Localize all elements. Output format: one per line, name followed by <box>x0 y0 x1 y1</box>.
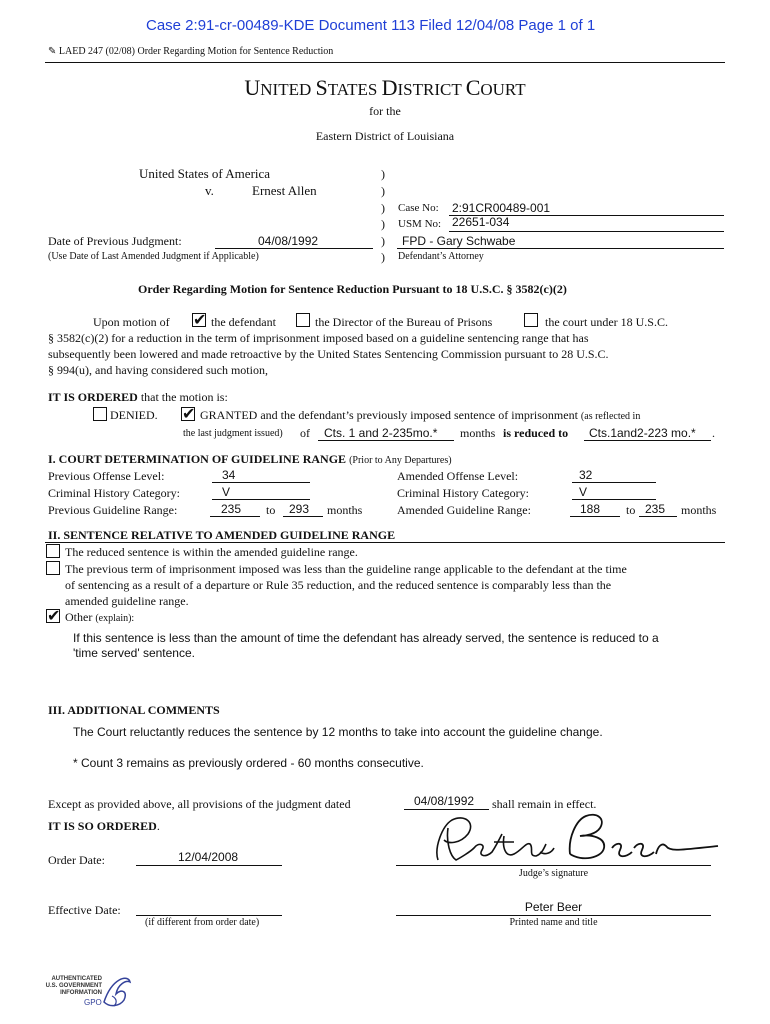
new-sentence-line <box>584 440 711 441</box>
amended-range-months: months <box>681 503 717 517</box>
opt-other: Other (explain): <box>65 610 135 624</box>
remain-text: shall remain in effect. <box>492 797 597 811</box>
checkbox-court[interactable] <box>524 313 538 327</box>
last-judgment-note: the last judgment issued) <box>183 428 283 439</box>
prev-chc-label: Criminal History Category: <box>48 486 180 500</box>
amended-chc-line <box>572 499 656 500</box>
attorney-name: FPD - Gary Schwabe <box>402 234 516 248</box>
printed-name-line <box>396 915 711 916</box>
opt-within-range: The reduced sentence is within the amended guideline range. <box>65 545 358 559</box>
prev-range-low-line <box>210 516 260 517</box>
order-date-value: 12/04/2008 <box>178 850 239 864</box>
amended-range-to: to <box>626 503 636 517</box>
gpo-line-3: INFORMATION <box>60 990 102 996</box>
paren-2: ) <box>381 184 385 198</box>
section1-heading: I. COURT DETERMINATION OF GUIDELINE RANGE (Prior to Any Departures) <box>48 452 452 466</box>
section2-rule <box>45 542 725 543</box>
motion-line-3: subsequently been lowered and made retroactive by the United States Sentencing Commission pursuant to 28 U.S.C. <box>48 347 609 361</box>
checkbox-less-than[interactable] <box>46 561 60 575</box>
opt-court: the court under 18 U.S.C. <box>545 315 668 329</box>
paren-3: ) <box>381 201 385 215</box>
motion-line-4: § 994(u), and having considered such motion, <box>48 363 268 377</box>
court-title: UNITED STATES DISTRICT COURT <box>244 75 526 100</box>
printed-name-label: Printed name and title <box>509 917 598 928</box>
effective-date-label: Effective Date: <box>48 903 121 917</box>
case-no-label: Case No: <box>398 202 439 214</box>
plaintiff-name: United States of America <box>139 166 271 181</box>
opt-denied: DENIED. <box>110 408 158 422</box>
for-the: for the <box>369 104 401 118</box>
gpo-line-2: U.S. GOVERNMENT <box>45 983 102 989</box>
judge-signature <box>430 808 720 870</box>
section3-heading: III. ADDITIONAL COMMENTS <box>48 703 220 717</box>
effective-date-line <box>136 915 282 916</box>
amended-offense-line <box>572 482 656 483</box>
opt-less-than-l1: The previous term of imprisonment imposed was less than the guideline range applicable to the defendant at the time <box>65 562 627 576</box>
upon-motion-label: Upon motion of <box>93 315 170 329</box>
amended-range-high: 235 <box>645 502 666 516</box>
defendant-name: Ernest Allen <box>252 183 317 198</box>
checkbox-defendant[interactable] <box>192 313 206 327</box>
prev-range-months: months <box>327 503 363 517</box>
checkbox-director[interactable] <box>296 313 310 327</box>
it-is-ordered: IT IS ORDERED that the motion is: <box>48 390 228 404</box>
order-date-line <box>136 865 282 866</box>
form-id-text: LAED 247 (02/08) Order Regarding Motion for Sentence Reduction <box>58 46 334 57</box>
amended-chc-value: V <box>579 485 588 499</box>
prev-offense-value: 34 <box>222 468 236 482</box>
reduced-period: . <box>712 426 715 440</box>
case-no-value: 2:91CR00489-001 <box>452 201 551 215</box>
comment-1: The Court reluctantly reduces the sentence by 12 months to take into account the guideline change. <box>73 725 603 739</box>
opt-less-than-l2: of sentencing as a result of a departure or Rule 35 reduction, and the reduced sentence is comparably less than the <box>65 578 612 592</box>
amended-range-low-line <box>570 516 620 517</box>
amended-offense-value: 32 <box>579 468 593 482</box>
of-word: of <box>300 426 310 440</box>
amended-offense-label: Amended Offense Level: <box>397 469 519 483</box>
prev-sentence: Cts. 1 and 2-235mo.* <box>324 426 438 440</box>
pencil-icon: ✎ <box>48 46 57 57</box>
prev-chc-line <box>212 499 310 500</box>
prev-range-label: Previous Guideline Range: <box>48 503 178 517</box>
so-ordered: IT IS SO ORDERED. <box>48 819 160 833</box>
prev-judgment-line <box>215 248 373 249</box>
opt-defendant: the defendant <box>211 315 276 329</box>
motion-line-2: § 3582(c)(2) for a reduction in the term of imprisonment imposed based on a guideline sentencing range that has <box>48 331 589 345</box>
paren-6: ) <box>381 250 385 264</box>
gpo-logo <box>44 972 134 1012</box>
order-date-label: Order Date: <box>48 853 105 867</box>
judge-sig-label: Judge’s signature <box>518 868 589 879</box>
prev-sentence-line <box>318 440 454 441</box>
checkbox-denied[interactable] <box>93 407 107 421</box>
judgment-date-value: 04/08/1992 <box>414 794 475 808</box>
paren-1: ) <box>381 167 385 181</box>
prev-range-high: 293 <box>289 502 310 516</box>
opt-granted: GRANTED and the defendant’s previously imposed sentence of imprisonment (as reflected in <box>200 408 641 422</box>
explain-line-1: If this sentence is less than the amount of time the defendant has already served, the sentence is reduced to a <box>73 631 659 645</box>
header-rule <box>45 62 725 63</box>
gpo-line-4: GPO <box>84 998 102 1007</box>
prev-range-low: 235 <box>221 502 242 516</box>
usm-no-value: 22651-034 <box>452 215 510 229</box>
opt-director: the Director of the Bureau of Prisons <box>315 315 493 329</box>
prev-judgment-label: Date of Previous Judgment: <box>48 234 182 248</box>
attorney-label: Defendant’s Attorney <box>398 251 484 262</box>
usm-no-label: USM No: <box>398 218 442 230</box>
prev-judgment-note: (Use Date of Last Amended Judgment if Applicable) <box>48 251 259 262</box>
form-id <box>48 46 333 57</box>
checkbox-within-range[interactable] <box>46 544 60 558</box>
effective-date-note: (if different from order date) <box>145 917 260 928</box>
amended-chc-label: Criminal History Category: <box>397 486 529 500</box>
prev-range-to: to <box>266 503 276 517</box>
amended-range-low: 188 <box>580 502 601 516</box>
except-text: Except as provided above, all provisions of the judgment dated <box>48 797 351 811</box>
comment-2: * Count 3 remains as previously ordered - 60 months consecutive. <box>73 756 424 770</box>
order-heading: Order Regarding Motion for Sentence Reduction Pursuant to 18 U.S.C. § 3582(c)(2) <box>138 282 567 296</box>
paren-5: ) <box>381 234 385 248</box>
section2-heading: II. SENTENCE RELATIVE TO AMENDED GUIDELINE RANGE <box>48 528 396 542</box>
amended-range-high-line <box>639 516 677 517</box>
explain-line-2: 'time served' sentence. <box>73 646 195 660</box>
prev-judgment-date: 04/08/1992 <box>258 234 319 248</box>
months-word: months <box>460 426 496 440</box>
printed-name-value: Peter Beer <box>524 900 583 914</box>
checkbox-granted[interactable] <box>181 407 195 421</box>
attorney-line <box>397 248 724 249</box>
district-name: Eastern District of Louisiana <box>315 129 455 143</box>
opt-less-than-l3: amended guideline range. <box>65 594 189 608</box>
usm-no-line <box>449 231 724 232</box>
versus: v. <box>205 183 214 198</box>
reduced-to: is reduced to <box>503 426 569 440</box>
prev-chc-value: V <box>222 485 231 499</box>
gpo-line-1: AUTHENTICATED <box>51 976 102 982</box>
case-stamp: Case 2:91-cr-00489-KDE Document 113 Filed 12/04/08 Page 1 of 1 <box>146 17 596 34</box>
checkbox-other[interactable] <box>46 609 60 623</box>
amended-range-label: Amended Guideline Range: <box>397 503 531 517</box>
prev-offense-label: Previous Offense Level: <box>48 469 165 483</box>
new-sentence: Cts.1and2-223 mo.* <box>589 426 696 440</box>
prev-offense-line <box>212 482 310 483</box>
paren-4: ) <box>381 217 385 231</box>
prev-range-high-line <box>283 516 323 517</box>
signature-line <box>396 865 711 866</box>
